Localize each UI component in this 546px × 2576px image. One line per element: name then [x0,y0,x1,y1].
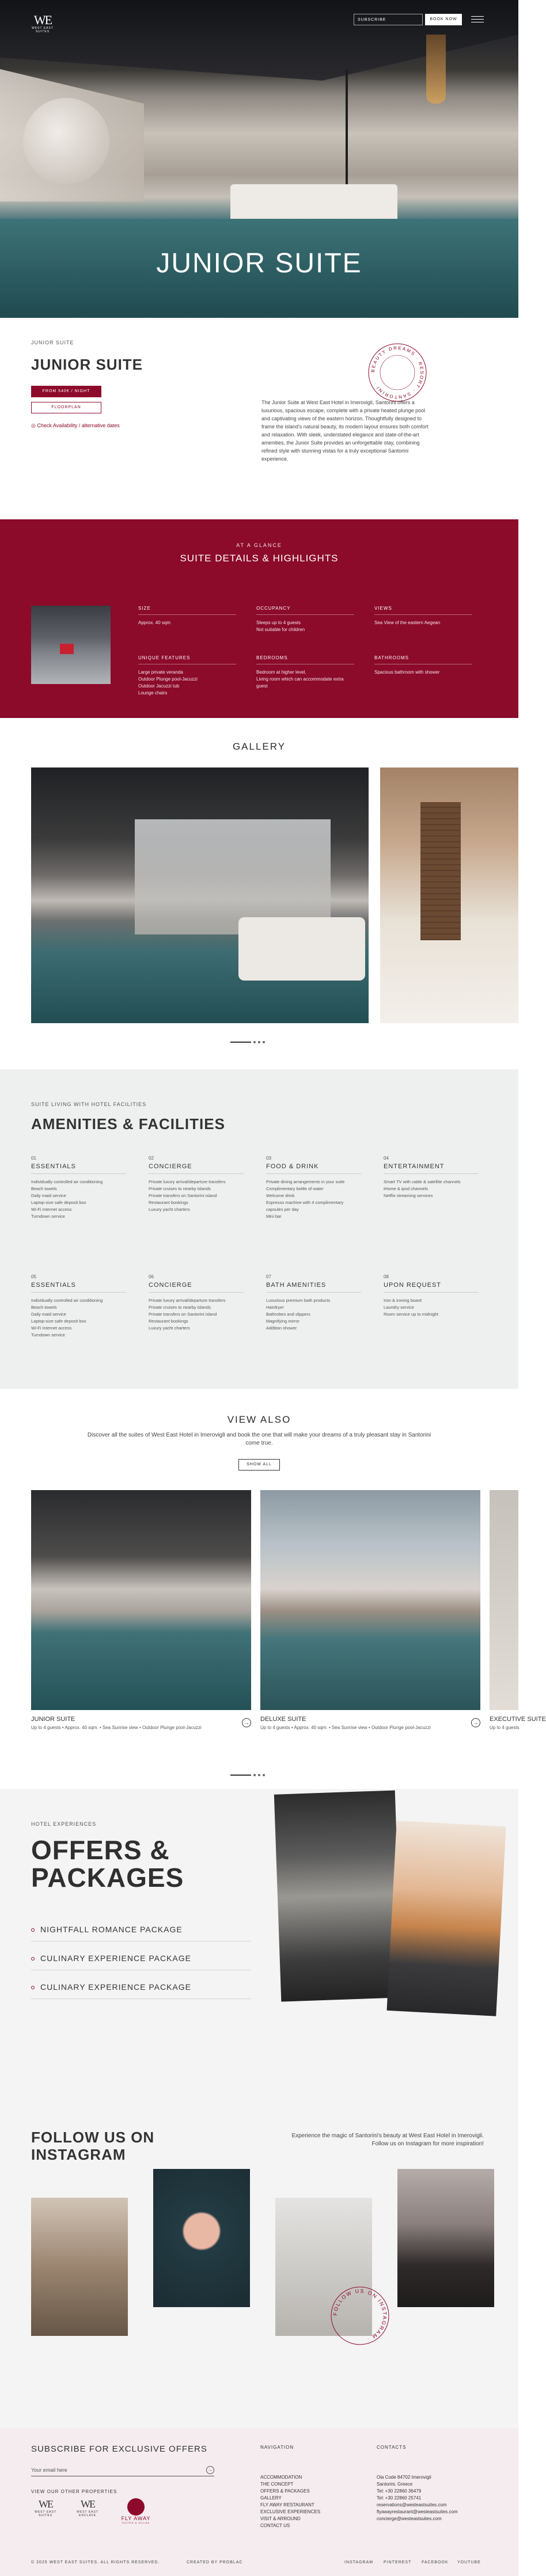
amenity-line: Welcome drink [266,1193,295,1198]
pagination-dot[interactable] [253,1774,256,1776]
circle-bullet-icon [31,1957,35,1961]
amenity-line: Laundry service [384,1305,414,1310]
detail-bedrooms [256,655,354,690]
page-title: JUNIOR SUITE [31,356,143,373]
footer-contacts-title: CONTACTS [377,2445,407,2450]
amenity-line: Wi-Fi Internet access [31,1207,72,1212]
site-footer [0,2428,518,2576]
amenities-kicker: SUITE LIVING WITH HOTEL FACILITIES [31,1101,147,1107]
amenity-line: Turndown service [31,1332,65,1338]
suite-card-name: EXECUTIVE SUITE [490,1716,546,1723]
subscribe-field[interactable]: SUBSCRIBE [354,14,423,25]
credit-link[interactable]: CREATED BY PROBLAC [187,2560,243,2564]
detail-line: Outdoor Jacuzzi tub [138,683,180,689]
amenity-line: Laptop-size safe deposit box [31,1319,86,1324]
property-logo-mark: WE [39,2498,52,2510]
top-navigation [0,10,518,33]
amenity-number: 08 [384,1274,389,1279]
amenity-column [149,1156,244,1213]
instagram-photo[interactable] [31,2198,128,2336]
social-instagram-link[interactable]: INSTAGRAM [344,2560,374,2564]
detail-unique-features [138,655,236,697]
detail-label: UNIQUE FEATURES [138,655,236,664]
amenity-line: Luxury yacht charters [149,1325,190,1331]
pagination-dot[interactable] [253,1041,256,1043]
detail-label: BEDROOMS [256,655,354,664]
suite-card-image[interactable] [260,1490,480,1710]
circle-bullet-icon [31,1986,35,1989]
contact-line: Santorini, Greece [377,2482,413,2487]
suite-card-name: JUNIOR SUITE [31,1716,75,1723]
logo-text: WEST EAST SUITES [32,26,54,33]
suite-card[interactable] [260,1490,480,1730]
footer-nav-title: NAVIGATION [260,2445,294,2450]
svg-text:BEAUTY DREAMS · RESORT · SANTO [370,345,424,400]
detail-size [138,606,236,626]
footer-nav-link[interactable]: VISIT & ARROUND [260,2516,301,2521]
suite-card-name: DELUXE SUITE [260,1716,306,1723]
detail-label: BATHROOMS [374,655,472,664]
instagram-description: Experience the magic of Santorini's beauty at West East Hotel in Imerovigli. Follow us on Instagram for more inspiration! [291,2133,484,2147]
instagram-photo[interactable] [397,2169,494,2307]
amenity-line: Netflix streaming services [384,1193,433,1198]
amenity-line: Beach towels [31,1186,57,1191]
property-logo[interactable] [31,2498,60,2521]
instagram-title: FOLLOW US ON INSTAGRAM [31,2129,155,2163]
amenity-number: 06 [149,1274,154,1279]
floorplan-button[interactable]: FLOORPLAN [31,402,101,413]
amenity-line: Magnifying mirror [266,1319,299,1324]
amenity-name: FOOD & DRINK [266,1163,361,1174]
detail-line: Spacious bathroom with shower [374,670,440,675]
amenity-line: Restaurant bookings [149,1200,188,1205]
pagination-dot[interactable] [258,1041,260,1043]
pagination-active[interactable] [230,1775,251,1776]
amenity-line: Luxurious premium bath products [266,1298,331,1303]
email-field[interactable] [31,2465,214,2476]
amenity-name: CONCIERGE [149,1282,244,1293]
amenity-line: Daily maid service [31,1312,66,1317]
submit-arrow-icon[interactable]: → [206,2466,214,2474]
property-logo-mark: WE [81,2498,94,2510]
calendar-icon: ◎ [31,423,37,428]
amenity-column [384,1156,479,1199]
amenity-column [266,1156,361,1220]
detail-line: Approx. 40 sqm [138,620,171,625]
details-title: SUITE DETAILS & HIGHLIGHTS [180,553,339,564]
package-item[interactable] [31,1954,251,1970]
footer-nav-link[interactable]: ACCOMMODATION [260,2475,302,2480]
pagination-dot[interactable] [263,1041,265,1043]
gallery-door [420,802,461,940]
book-now-button[interactable]: BOOK NOW [425,14,462,25]
book-price-button[interactable]: FROM 540€ / NIGHT [31,386,101,397]
svg-text:FOLLOW US ON INSTAGRAM · [332,2288,388,2343]
amenity-column [31,1274,126,1339]
offers-title: OFFERS & PACKAGES [31,1835,184,1893]
contact-line: Oia Code 84702 Imerovigli [377,2475,431,2480]
intro-section [0,318,518,519]
amenity-line: Private dining arrangements in your suite [266,1179,345,1184]
amenity-name: UPON REQUEST [384,1282,479,1293]
detail-line: Not suitable for children [256,627,305,632]
pagination-active[interactable] [230,1042,251,1043]
check-availability-label: Check Availability / alternative dates [37,423,120,428]
arrow-right-icon[interactable]: → [242,1718,251,1727]
suite-card-info: Up to 4 guests • Approx. 40 sqm. • Sea Sunrise view • Outdoor Plunge pool-Jacuzzi [31,1725,202,1730]
detail-label: VIEWS [374,606,472,615]
amenity-name: BATH AMENITIES [266,1282,361,1293]
couple-photo [274,1790,402,2001]
amenity-line: Room service up to midnight [384,1312,439,1317]
hero-title: JUNIOR SUITE [156,248,362,279]
footer-nav-link[interactable]: GALLERY [260,2495,282,2501]
amenity-line: Espresso machine with 4 complimentary capsules per day [266,1200,344,1212]
suite-card-image[interactable] [490,1490,518,1710]
footer-bottom-bar [31,2560,487,2567]
amenity-line: Turndown service [31,1214,65,1219]
amenity-line: Iron & ironing board [384,1298,422,1303]
detail-line: Bedroom at higher level, [256,670,306,675]
amenity-column [266,1274,361,1332]
site-logo[interactable] [31,14,54,33]
contact-phone[interactable]: Tel: +30 22860 36479 [377,2488,422,2494]
amenity-line: Private luxury arrival/departure transfers [149,1298,226,1303]
hero-section [0,0,518,318]
suite-description: The Junior Suite at West East Hotel in Imerovigli, Santorini offers a luxurious, spacious escape, complete with a private heated plunge pool and captivating views of the eastern horizon. Thoughtfully designed to frame the island's natural beauty, its modern layout ensures both comfort and relaxation. With sleek, understated elegance and state-of-the-art amenities, the Junior Suite provides an unforgettable stay, combining refined style with stunning vistas for a truly exceptional Santorini experience. [261,400,429,462]
property-logo[interactable] [71,2498,104,2521]
hero-dome [23,98,109,184]
social-pinterest-link[interactable]: PINTEREST [384,2560,412,2564]
detail-line: Large private veranda [138,670,183,675]
contact-phone[interactable]: Tel: +30 22860 25741 [377,2495,422,2501]
amenity-line: iHome & ipod channels [384,1186,429,1191]
footer-nav-link[interactable]: CONTACT US [260,2523,290,2528]
amenity-line: Addition shower [266,1325,297,1331]
amenity-line: Smart TV with cable & satellite channels [384,1179,461,1184]
flyaway-title: FLY AWAY [121,2516,151,2521]
hero-pendant-lamp [426,35,446,104]
detail-line: Living room which can accommodate extra guest [256,677,344,689]
amenity-number: 05 [31,1274,36,1279]
amenity-line: Private luxury arrival/departure transfers [149,1179,226,1184]
gallery-pagination[interactable] [230,1037,288,1040]
stamp-text: BEAUTY DREAMS · RESORT · SANTORINI · [370,345,425,400]
footer-navigation [260,2444,320,2529]
amenity-name: ESSENTIALS [31,1163,126,1174]
gallery-image[interactable] [380,768,518,1023]
detail-label: OCCUPANCY [256,606,354,615]
footer-contacts [377,2444,458,2522]
detail-line: Sea View of the eastern Aegean [374,620,441,625]
property-logo-text: WEST EAST SUITES [35,2510,56,2517]
instagram-section [0,2106,518,2428]
amenity-line: Private transfers on Santorini island [149,1193,217,1198]
amenity-line: Individually controlled air conditioning [31,1179,103,1184]
view-also-section [0,1389,546,1789]
gallery-image[interactable] [31,768,369,1023]
subscribe-title: SUBSCRIBE FOR EXCLUSIVE OFFERS [31,2444,207,2454]
detail-label: SIZE [138,606,236,615]
detail-bathrooms [374,655,472,676]
contact-email[interactable]: concierge@westeastsuites.com [377,2516,442,2521]
resort-stamp [366,341,429,404]
amenity-name: CONCIERGE [149,1163,244,1174]
amenity-column [149,1274,244,1332]
copyright: © 2025 WEST EAST SUITES. ALL RIGHTS RESERVED. [31,2560,160,2564]
amenity-name: ESSENTIALS [31,1282,126,1293]
suite-card[interactable] [31,1490,251,1730]
footer-nav-link[interactable]: EXCLUSIVE EXPERIENCES [260,2509,321,2514]
social-youtube-link[interactable]: YOUTUBE [457,2560,481,2564]
amenity-line: Luxury yacht charters [149,1207,190,1212]
check-availability-link[interactable] [31,423,120,429]
details-kicker: AT A GLANCE [236,542,282,548]
amenity-column [384,1274,479,1318]
detail-line: Lounge chairs [138,690,168,696]
offers-section [0,1789,518,2106]
amenity-number: 03 [266,1156,271,1161]
details-thumbnail [31,606,111,684]
logo-mark: WE [33,13,52,27]
instagram-stamp-text: FOLLOW US ON INSTAGRAM · [332,2288,388,2343]
footer-nav-link[interactable]: THE CONCEPT [260,2482,294,2487]
view-also-title: VIEW ALSO [227,1414,291,1425]
suite-details-section [0,519,518,718]
contact-email[interactable]: flyawayrestaurant@westeastsuites.com [377,2509,458,2514]
properties-label: VIEW OUR OTHER PROPERTIES [31,2489,117,2494]
amenity-column [31,1156,126,1220]
flyaway-emblem-icon [127,2498,145,2516]
email-placeholder: Your email here [31,2467,67,2473]
property-logo-text: WEST EAST ENCLAVE [77,2510,98,2517]
amenity-number: 04 [384,1156,389,1161]
suite-card-image[interactable] [31,1490,251,1710]
amenity-number: 07 [266,1274,271,1279]
amenity-number: 02 [149,1156,154,1161]
gallery-sofa [238,917,365,981]
pagination-dot[interactable] [263,1774,265,1776]
flyaway-subtitle: SUITES & VILLAS [122,2521,150,2524]
amenity-line: Laptop-size safe deposit box [31,1200,86,1205]
amenities-section [0,1069,518,1389]
package-item[interactable] [31,1982,251,1999]
detail-views [374,606,472,626]
detail-line: Sleeps up to 4 guests [256,620,301,625]
amenity-line: Hairdryer [266,1305,284,1310]
instagram-stamp [328,2284,392,2347]
circle-bullet-icon [31,1928,35,1932]
package-item[interactable] [31,1925,251,1942]
package-label: CULINARY EXPERIENCE PACKAGE [40,1954,191,1963]
footer-nav-link[interactable]: OFFERS & PACKAGES [260,2488,310,2494]
amenity-line: Daily maid service [31,1193,66,1198]
amenity-line: Mini bar [266,1214,282,1219]
suite-card[interactable] [490,1490,546,1730]
suite-card-info: Up to 4 guests • Approx. 40 sqm. • Sea Sunrise view • Outdoor Plunge pool-Jacuzzi [260,1725,431,1730]
detail-line: Outdoor Plunge pool-Jacuzzi [138,677,198,682]
amenity-line: Restaurant bookings [149,1319,188,1324]
pagination-dot[interactable] [258,1774,260,1776]
amenity-line: Complimentary bottle of water [266,1186,324,1191]
breadcrumb[interactable]: JUNIOR SUITE [31,340,74,345]
flyaway-logo[interactable] [113,2498,159,2526]
package-label: CULINARY EXPERIENCE PACKAGE [40,1982,191,1992]
contact-email[interactable]: reservations@westeastsuites.com [377,2502,447,2507]
view-also-description: Discover all the suites of West East Hotel in Imerovigli and book the one that will make your dreams of a truly pleasant stay in Santorini come true. [87,1432,431,1446]
amenity-name: ENTERTAINMENT [384,1163,479,1174]
amenity-line: Private cruises to nearby islands [149,1186,211,1191]
detail-occupancy [256,606,354,633]
instagram-photo[interactable] [153,2169,250,2307]
amenity-line: Individually controlled air conditioning [31,1298,103,1303]
sunset-photo [386,1821,506,2016]
offers-kicker: HOTEL EXPERIENCES [31,1821,97,1827]
arrow-right-icon[interactable]: → [471,1718,480,1727]
footer-nav-link[interactable]: FLY AWAY RESTAURANT [260,2502,314,2507]
amenities-title: AMENITIES & FACILITIES [31,1115,225,1133]
amenity-line: Private cruises to nearby islands [149,1305,211,1310]
amenity-line: Beach towels [31,1305,57,1310]
suite-card-info: Up to 4 guests [490,1725,520,1730]
hamburger-menu-icon[interactable] [471,16,484,23]
gallery-section [0,718,518,1069]
view-also-pagination[interactable] [230,1770,288,1773]
social-facebook-link[interactable]: FACEBOOK [422,2560,449,2564]
gallery-title: GALLERY [232,741,286,752]
amenity-number: 01 [31,1156,36,1161]
amenity-line: Bathrobes and slippers [266,1312,310,1317]
amenity-line: Private transfers on Santorini island [149,1312,217,1317]
package-label: NIGHTFALL ROMANCE PACKAGE [40,1925,183,1934]
show-all-button[interactable]: SHOW ALL [238,1459,280,1471]
amenity-line: Wi-Fi Internet access [31,1325,72,1331]
